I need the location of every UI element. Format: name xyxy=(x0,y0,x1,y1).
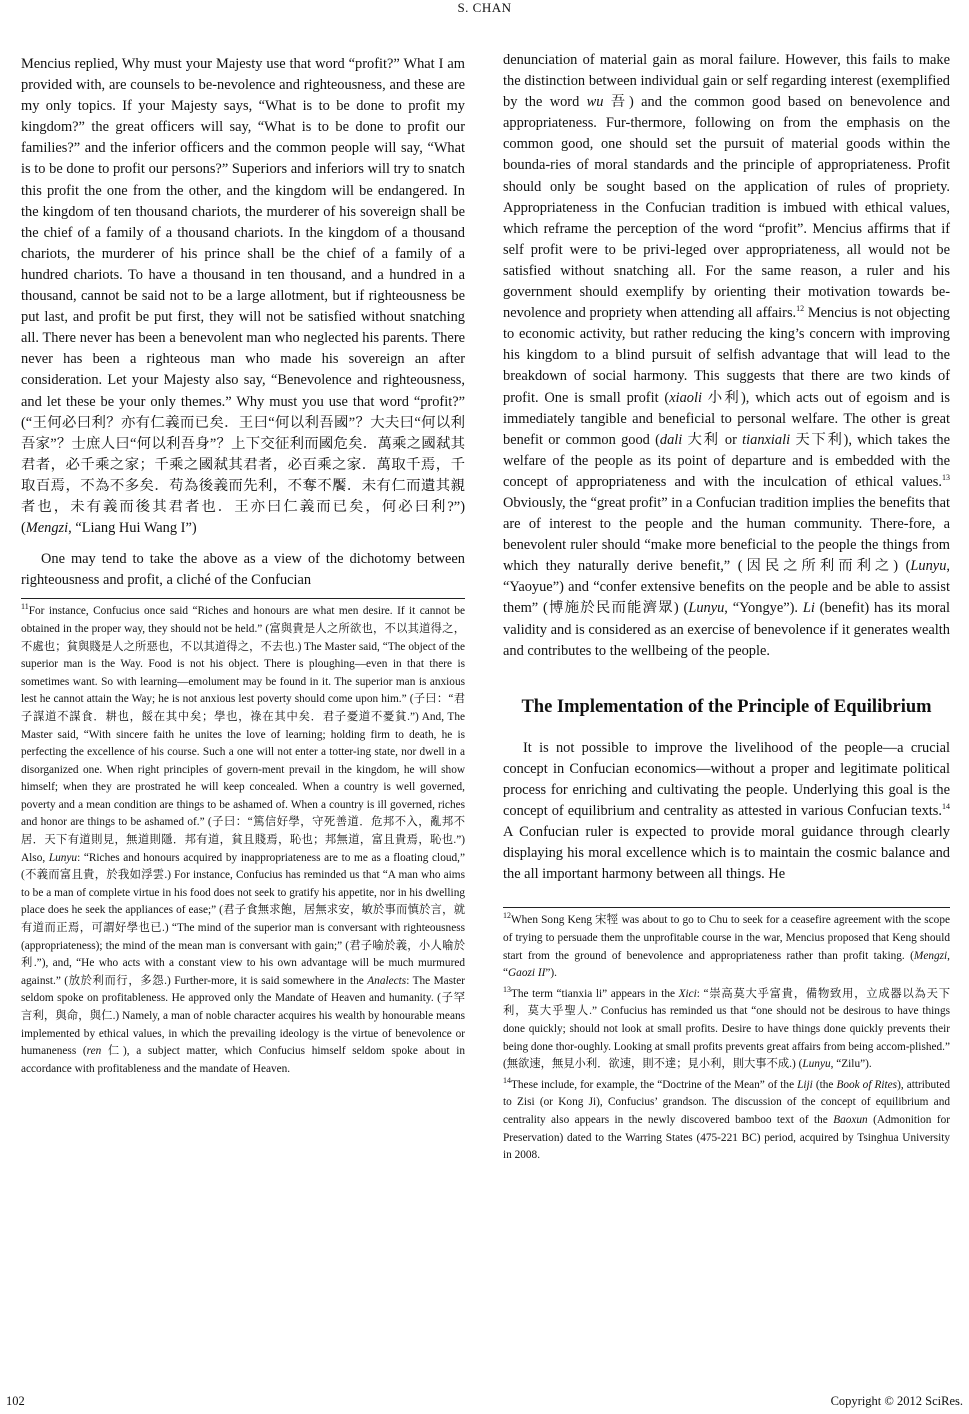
quote-source: Mengzi xyxy=(25,520,69,537)
copyright-notice: Copyright © 2012 SciRes. xyxy=(830,1394,963,1408)
footnote-12-mengzi: Mengzi xyxy=(913,949,948,962)
footnote-13-number: 13 xyxy=(503,984,511,994)
footnote-13-text-b: : “崇高莫大乎富貴，備物致用，立成器以為天下利，莫大乎聖人.” Confucius has reminded us that “one should not be desirous to have things done quickly; should not look at small profits. Desire to have things done quickly prevents their being done thor-oughly. Looking at small profits prevents great affairs from being accom-plished.” (無欲速，無見小利．欲速，則不達；見小利，則大事不成.) ( xyxy=(503,987,950,1071)
p1-text-b: 吾) and the common good based on benevolence and appropriateness. Fur-thermore, following on from the emphasis on the common good, one should set the pursuit of material goods within the bounda-ries of moral standards and the principle of appropriateness. Profit should only be sought based on the application of rules of propriety. Appropriateness in the Confucian tradition is imbued with ethical values, which reframe the perception of the word “profit”. Mencius affirms that if self profit were to be privi-leged over appropriateness, all would not be satisfied without snatching all. For the same reason, a ruler and his government should exemplify by orienting their motivation towards be-nevolence and propriety when attending all affairs. xyxy=(503,94,950,322)
footnote-12 xyxy=(503,912,950,982)
p1-text-a: denunciation of material gain as moral failure. However, this fails to make the distinction between individual gain or self regarding interest (exemplified by the word xyxy=(503,52,950,111)
footnote-13-xici: Xici xyxy=(678,987,697,1000)
p1-text-h: , “Yaoyue”) and “confer extensive benefits on the people and be able to assist them” (博施於民而能濟眾) ( xyxy=(503,558,950,617)
footnote-11-ren: ren xyxy=(86,1045,102,1058)
footnote-rule xyxy=(21,598,465,599)
footnote-13-text-c: , “Zilu”). xyxy=(830,1058,872,1071)
left-footnotes xyxy=(21,603,465,1078)
p1-dali: dali xyxy=(659,431,683,448)
footnote-14-book-of-rites: Book of Rites xyxy=(836,1078,898,1091)
footnote-14-text-a: These include, for example, the “Doctrine of the Mean” of the xyxy=(511,1078,798,1091)
footnote-11-number: 11 xyxy=(21,602,29,612)
footnote-ref-12[interactable]: 12 xyxy=(796,304,805,314)
p1-lunyu-1: Lunyu xyxy=(910,558,947,575)
footnote-ref-13[interactable]: 13 xyxy=(942,473,950,483)
section-heading: The Implementation of the Principle of Equilibrium xyxy=(521,696,932,717)
footnote-14-liji: Liji xyxy=(797,1078,813,1091)
p2-text-a: It is not possible to improve the livelihood of the people—a crucial concept in Confucian economics—without a proper and legitimate political process for enriching and cultivating the people. Underlying this goal is the concept of equilibrium and centrality as attested in various Confucian texts. xyxy=(503,739,950,819)
footnote-12-text-c: ”). xyxy=(545,967,557,980)
footnote-12-text-a: When Song Keng 宋牼 was about to go to Chu to seek for a ceasefire agreement with the scope of trying to persuade them the unprofitable course in the war, Mencius proposed that Keng should start from the ground of benevolence and appropriateness rather than profit taking. ( xyxy=(503,914,950,962)
footnote-11 xyxy=(21,603,465,1078)
mencius-quote xyxy=(21,54,465,539)
footnote-13-lunyu: Lunyu xyxy=(802,1058,831,1071)
footnote-11-text-d: 仁), a subject matter, which Confucius himself seldom spoke about in accordance with profitableness and the mandate of Heaven. xyxy=(21,1045,465,1075)
footnote-11-text-c: : The Master seldom spoke on profitableness. He approved only the Mandate of Heaven and humanity. (子罕言利，與命，與仁.) Namely, a man of noble character acquires his wealth by honourable means implemented by ethical values, in which the prevailing ideology is the virtue of benevolence or humaneness ( xyxy=(21,974,465,1058)
p1-text-i: , “Yongye”). xyxy=(724,600,803,617)
footnote-13 xyxy=(503,986,950,1074)
footnote-11-analects: Analects xyxy=(367,974,407,987)
footnote-12-gaozi: Gaozi II xyxy=(508,967,546,980)
footnote-11-lunyu: Lunyu xyxy=(48,851,78,864)
p1-text-d: 小利), which acts out of egoism and is immediately tangible and beneficial to personal welfare. The other is great benefit or common good ( xyxy=(503,389,950,448)
quote-tail: , “Liang Hui Wang I”) xyxy=(68,520,197,537)
p1-wu: wu xyxy=(586,94,604,111)
quote-text: Mencius replied, Why must your Majesty use that word “profit?” What I am provided with, are counsels to be-nevolence and righteousness, and these are my only topics. If your Majesty says, “What is to be done to profit my kingdom?” the great officers will say, “What is to be done to profit our families?” and the inferior officers and the common people will say, “What is to be done to profit our persons?” Superiors and inferiors will try to snatch this profit the one from the other, and the kingdom will be endangered. In the kingdom of ten thousand chariots, the murderer of his sovereign shall be the chief of a family of a thousand chariots. In the kingdom of a thousand chariots, the murderer of his prince shall be the chief of a family of a hundred chariots. To have a thousand in ten thousand, and a hundred in a thousand, cannot be said not to be a large allotment, but if righteousness be put last, and profit be put first, they will not be satisfied without snatching all. There never has been a benevolent man who neglected his parents. There never has been a righteous man who made his sovereign an after consideration. Let your Majesty also say, “Benevolence and righteousness, and let these be your only themes.” Why must you use that word “profit?” (“王何必曰利？亦有仁義而已矣．王曰“何以利吾國”？大夫曰“何以利吾家”？士庶人曰“何以利吾身”？上下交征利而國危矣．萬乘之國弒其君者，必千乘之家；千乘之國弒其君者，必百乘之家．萬取千焉，千取百焉，不為不多矣．苟為後義而先利，不奪不饜．未有仁而遺其親者也，未有義而後其君者也．王亦曰仁義而已矣，何必曰利?”) ( xyxy=(21,56,465,537)
footnote-14-number: 14 xyxy=(503,1075,511,1085)
p1-text-g: Obviously, the “great profit” in a Confucian tradition implies the benefits that are of interest to the people and the human community. There-fore, a benevolent ruler should “make more beneficial to the people the things from which they naturally derive benefit,” (因民之所利而利之) ( xyxy=(503,494,950,575)
footnote-14-text-c: ), attributed to Zisi (or Kong Ji), Confucius’ grandson. The discussion of the concept of equilibrium and centrality also appears in the newly discovered bamboo text of the xyxy=(503,1078,950,1126)
running-head: S. CHAN xyxy=(457,0,512,15)
left-column xyxy=(21,42,465,1081)
p1-text-c: Mencius is not objecting to economic activity, but rather reducing the king’s concern with improving his kingdom to a blind pursuit of selfish advantage that will lead to the breakdown of social harmony. This suggests that there are two kinds of profit. One is small profit ( xyxy=(503,305,950,406)
right-paragraph-1 xyxy=(503,50,950,662)
footnote-11-text-b: : “Riches and honours acquired by inappropriateness are to me as a floating cloud,” (不義而富且貴，於我如浮雲.) For instance, Confucius has reminded us that “A man who aims to be a man of complete virtue in his food does not seek to gratify his appetite, nor in his dwelling place does he seek the appliances of ease;” (君子食無求飽，居無求安，敏於事而慎於言，就有道而正焉，可謂好學也已.) “The mind of the superior man is conversant with righteousness (appropriateness); the mind of the mean man is conversant with gain;” (君子喻於義，小人喻於利.”), and, “He who acts with a constant view to his own advantage will be much murmured against.” (放於利而行，多怨.) Further-more, it is said somewhere in the xyxy=(21,851,465,987)
p1-xiaoli: xiaoli xyxy=(669,389,702,406)
footnote-14-baoxun: Baoxun xyxy=(833,1113,868,1126)
footnote-14-text-b: (the xyxy=(812,1078,837,1091)
left-paragraph: One may tend to take the above as a view of the dichotomy between righteousness and profit, a cliché of the Confucian xyxy=(21,551,465,589)
p1-lunyu-2: Lunyu xyxy=(688,600,725,617)
p2-text-b: A Confucian ruler is expected to provide moral guidance through clearly displaying his moral excellence which is to maintain the cosmic balance and the all important harmony between all things. He xyxy=(503,824,950,883)
footnote-14-text-d: (Admonition for Preservation) dated to the Warring States (475-221 BC) period, acquired by Tsinghua University in 2008. xyxy=(503,1113,950,1162)
footnote-13-text-a: The term “tianxia li” appears in the xyxy=(511,987,679,1000)
right-footnotes xyxy=(503,912,950,1164)
right-column xyxy=(503,50,950,1168)
p1-text-f: 天下利), which takes the welfare of the people as its point of departure and is embedded with the concept of appropriateness and with the inculcation of ethical values. xyxy=(503,431,951,490)
footnote-12-number: 12 xyxy=(503,911,511,921)
footnote-14 xyxy=(503,1077,950,1165)
footnote-11-text-a: For instance, Confucius once said “Riches and honours are what men desire. If it cannot be obtained in the proper way, they should not be held.” (富與貴是人之所欲也，不以其道得之，不處也；貧與賤是人之所惡也，不以其道得之，不去也.) The Master said, “The object of the superior man is the Way. Food is not his object. There is ploughing—even in that there is sometimes want. So with learning—emolument may be found in it. The superior man is anxious lest he cannot attain the Way; he is not anxious lest poverty should come upon him.” (子曰：“君子謀道不謀食．耕也，餒在其中矣；學也，祿在其中矣．君子憂道不憂貧.”) And, The Master said, “With sincere faith he unites the love of learning; holding firm to death, he is perfecting the excellence of his course. Such a one will not enter a totter-ing state, nor dwell in a disorganized one. When right principles of govern-ment prevail in the kingdom, he will show himself; when they are prostrated he will keep concealed. When a country is well governed, poverty and a mean condition are things to be ashamed of. When a country is ill governed, riches and honor are things to be ashamed of.” (子曰：“篤信好學，守死善道．危邦不入，亂邦不居．天下有道則見，無道則隱．邦有道，貧且賤焉，恥也；邦無道，富且貴焉，恥也.”) Also, xyxy=(21,605,465,864)
p1-text-e: 大利 or xyxy=(682,431,743,448)
p1-tianxiali: tianxiali xyxy=(742,431,791,448)
right-paragraph-2 xyxy=(503,738,950,886)
p1-text-j: (benefit) has its moral validity and is considered as an exercise of benevolence if it generates wealth and contributes to the wellbeing of the people. xyxy=(503,600,951,659)
page-number: 102 xyxy=(6,1394,25,1408)
footnote-ref-14[interactable]: 14 xyxy=(942,802,950,812)
footnote-12-text-b: , “ xyxy=(503,949,950,980)
footnote-rule-right xyxy=(503,907,950,908)
p1-li: Li xyxy=(802,600,815,617)
